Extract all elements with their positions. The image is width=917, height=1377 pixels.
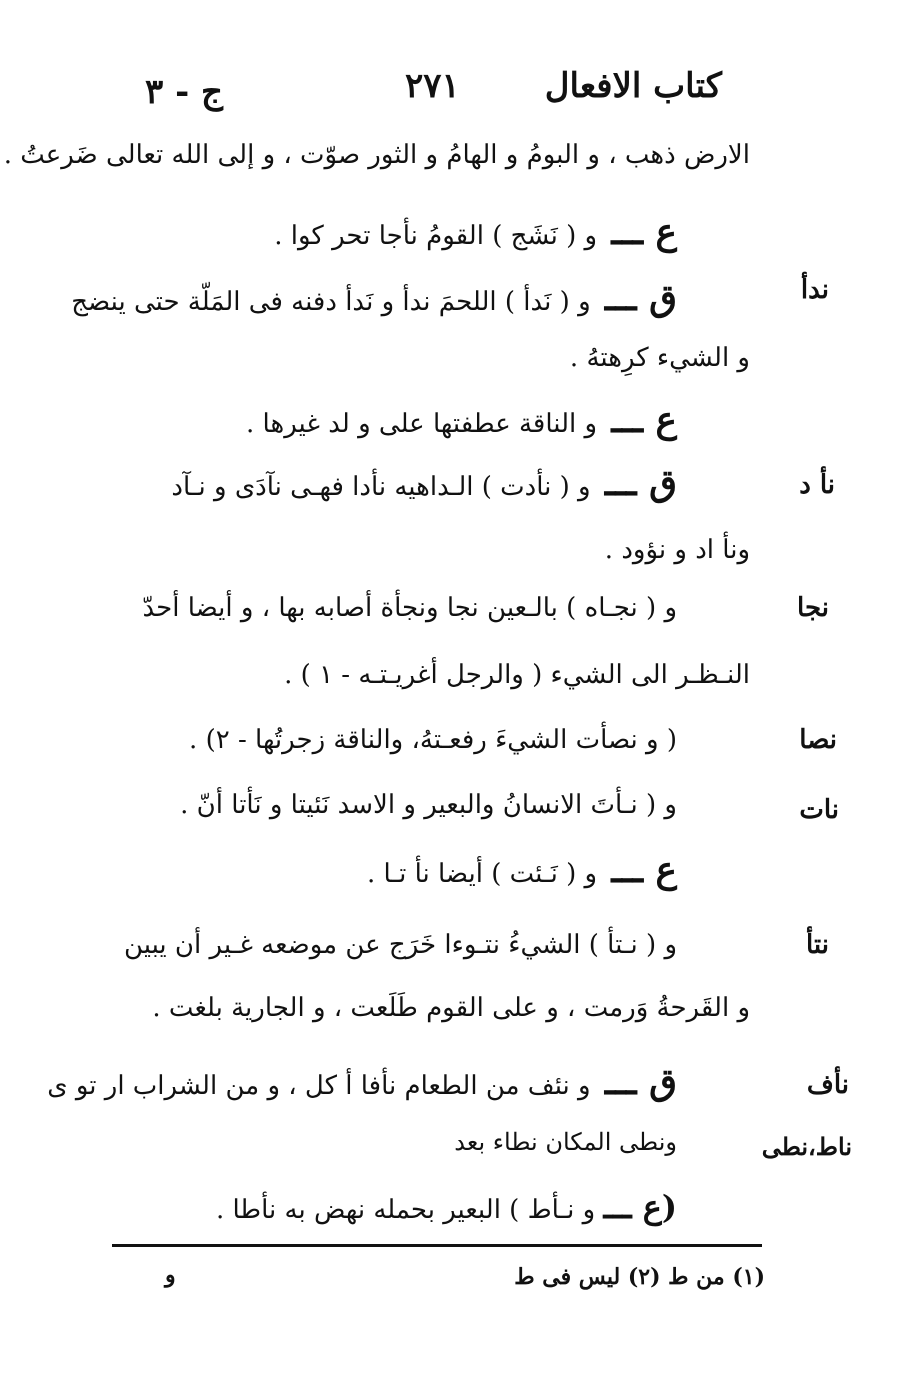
entry-line — [216, 1187, 677, 1227]
page-number: ٢٧١ — [405, 66, 460, 106]
entry-text: و ( نَـئت ) أيضا نأ تـا . — [367, 859, 598, 889]
margin-root: نجا — [797, 593, 829, 623]
entry-text: و نـأط ) البعير بحمله نهض به نأطا . — [215, 1195, 596, 1225]
siglum-qaf: ق ـــ — [604, 462, 677, 504]
footnotes: (١) من ط (٢) ليس فى ط — [514, 1264, 765, 1290]
entry-text: و نئف من الطعام نأفا أ كل ، و من الشراب ار تو ى — [47, 1071, 591, 1101]
entry-line — [71, 278, 677, 318]
text-line: و الشيء كرِهتهُ . — [569, 343, 750, 373]
text-line: ( و نصأت الشيءَ رفعـتهُ، والناقة زجرتُها - ٢) . — [189, 725, 677, 755]
book-title: كتاب الافعال — [544, 66, 722, 106]
text-line: و ( نـأتَ الانسانُ والبعير و الاسد نَئيتا و نَأتا أنّ . — [180, 790, 677, 820]
entry-line — [47, 1062, 677, 1102]
siglum-qaf: ق ـــ — [604, 277, 677, 319]
text-line: و القَرحةُ وَرمت ، و على القوم طَلَعت ، و الجارية بلغت . — [152, 993, 750, 1023]
entry-line — [367, 850, 677, 890]
siglum-ain: ع ـــ — [611, 211, 677, 253]
entry-text: و الناقة عطفتها على و لد غيرها . — [246, 409, 598, 439]
margin-root: نات — [799, 795, 839, 825]
margin-root: نأف — [806, 1070, 849, 1100]
siglum-ain: (ع ـــ — [603, 1188, 677, 1226]
siglum-qaf: ق ـــ — [604, 1061, 677, 1103]
text-line: و ( نـتأ ) الشيءُ نتـوءا خَرَج عن موضعه غـير أن يبين — [123, 930, 677, 960]
text-line: ونأ اد و نؤود . — [604, 535, 750, 565]
margin-root: نأ د — [799, 470, 835, 500]
margin-root: ندأ — [800, 275, 829, 305]
text-line: النـظـر الى الشيء ( والرجل أغريـتـه - ١ ) . — [284, 660, 750, 690]
volume-label: ج - ٣ — [145, 72, 223, 112]
footnote-rule — [112, 1244, 762, 1247]
entry-text: و ( نَشَج ) القومُ نأجا تحر كوا . — [274, 221, 598, 251]
siglum-ain: ع ـــ — [611, 399, 677, 441]
text-line: ونطى المكان نطاء بعد — [454, 1128, 677, 1156]
entry-line — [246, 400, 677, 440]
margin-root: نتأ — [805, 930, 829, 960]
siglum-ain: ع ـــ — [611, 849, 677, 891]
catchword: و — [165, 1262, 176, 1288]
margin-root: ناط،نطى — [761, 1132, 852, 1161]
text-line: الارض ذهب ، و البومُ و الهامُ و الثور صوّت ، و إلى الله تعالى ضَرعتُ . — [3, 140, 750, 170]
entry-line — [171, 463, 677, 503]
entry-line — [274, 212, 677, 252]
margin-root: نصا — [799, 725, 837, 755]
entry-text: و ( نَدأ ) اللحمَ ندأ و نَدأ دفنه فى المَلّة حتى ينضج — [71, 287, 591, 317]
entry-text: و ( نأدت ) الـداهيه نأدا فهـى نآدَى و نـآد — [171, 472, 591, 502]
text-line: و ( نجـاه ) بالـعين نجا ونجأة أصابه بها ، و أيضا أحدّ — [142, 593, 677, 623]
